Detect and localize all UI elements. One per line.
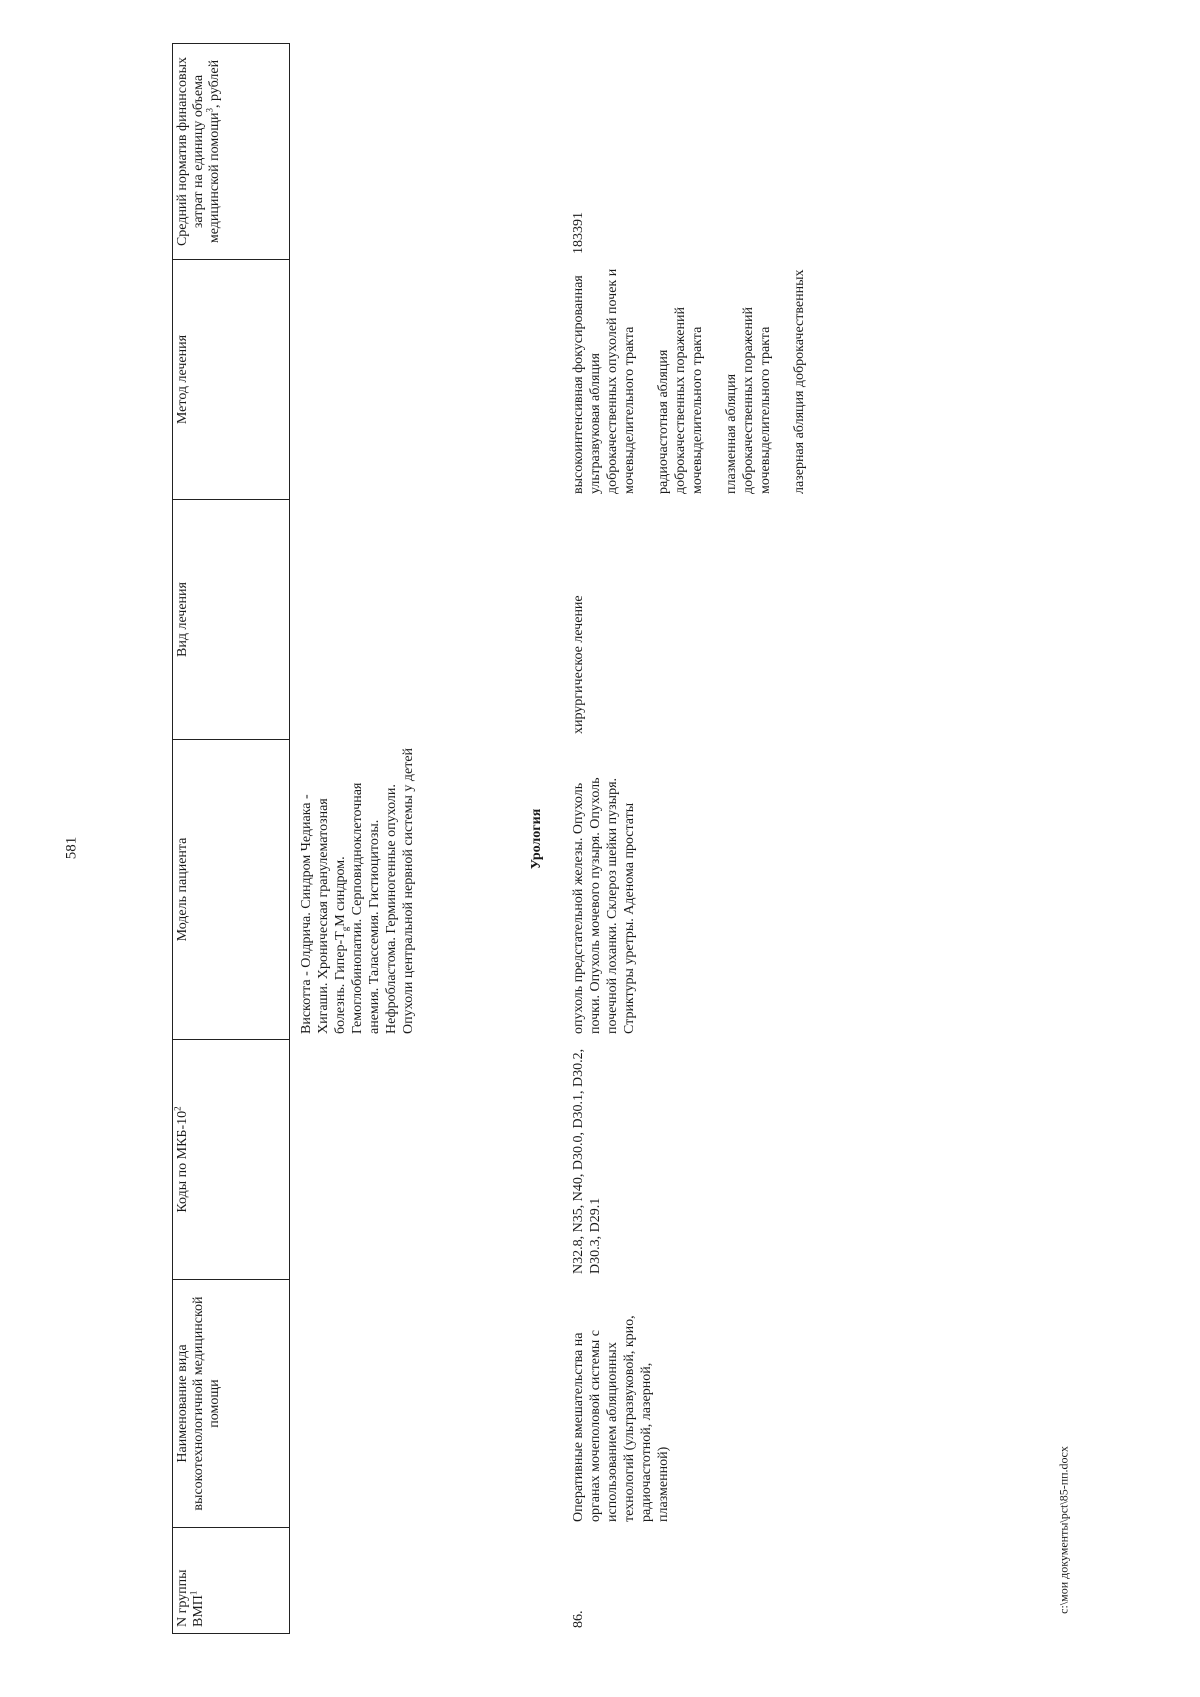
row-name: Оперативные вмешательства на органах мочеполовой системы с использованием абляционных технологий (ультразвуковой, крио, радиочастотной, лазерной, плазменной) xyxy=(571,1315,671,1522)
header-group-number: N группы ВМП$^1$ xyxy=(173,1528,290,1634)
header-treatment-type: Вид лечения xyxy=(173,500,290,740)
header-icd-codes: Коды по МКБ-$10^2$ xyxy=(173,1040,290,1280)
row-icd-codes: N32.8, N35, N40, D30.0, D30.1, D30.2, D30.3, D29.1 xyxy=(571,1048,603,1274)
row-treatment-type: хирургическое лечение xyxy=(571,595,586,734)
row-treatment-methods xyxy=(570,260,825,500)
header-patient-model: Модель пациента xyxy=(173,740,290,1040)
page-number: 581 xyxy=(63,836,80,860)
header-cost: Средний норматив финансовых затрат на единицу объема медицинской помощи$^3$, рублей xyxy=(173,44,290,260)
method-item: лазерная абляция доброкачественных xyxy=(792,269,807,494)
method-item: плазменная абляция доброкачественных поражений мочевыделительного тракта xyxy=(724,307,773,494)
header-treatment-method: Метод лечения xyxy=(173,260,290,500)
row-number: 86. xyxy=(571,1610,586,1628)
header-name: Наименование вида высокотехнологичной медицинской помощи xyxy=(173,1280,290,1528)
section-title: Урология xyxy=(529,808,544,870)
continuation-patient-model: Вискотта - Олдрича. Синдром Чедиака - Хигаши. Хроническая гранулематозная болезнь. Гипер-$T_gM$ синдром. Гемоглобинопатии. Серповидноклеточная анемия. Талассемия. Гистиоцитозы. Нефробластома. Герминогенные опухоли. Опухоли центральной нервной системы у детей xyxy=(299,747,416,1034)
footer-file-path: c:\мои документы\pct\85-пп.docx xyxy=(1056,1446,1071,1614)
method-item: радиочастотная абляция доброкачественных поражений мочевыделительного тракта xyxy=(656,307,705,494)
table-header xyxy=(172,43,290,1634)
method-item: высокоинтенсивная фокусированная ультразвуковая абляция доброкачественных опухолей почек и мочевыделительного тракта xyxy=(571,268,637,494)
rotated-table-page xyxy=(172,44,1200,1634)
row-patient-model: опухоль предстательной железы. Опухоль почки. Опухоль мочевого пузыря. Опухоль почечной лоханки. Склероз шейки пузыря. Стриктуры уретры. Аденома простаты xyxy=(571,777,637,1034)
row-cost: 183391 xyxy=(571,212,586,254)
